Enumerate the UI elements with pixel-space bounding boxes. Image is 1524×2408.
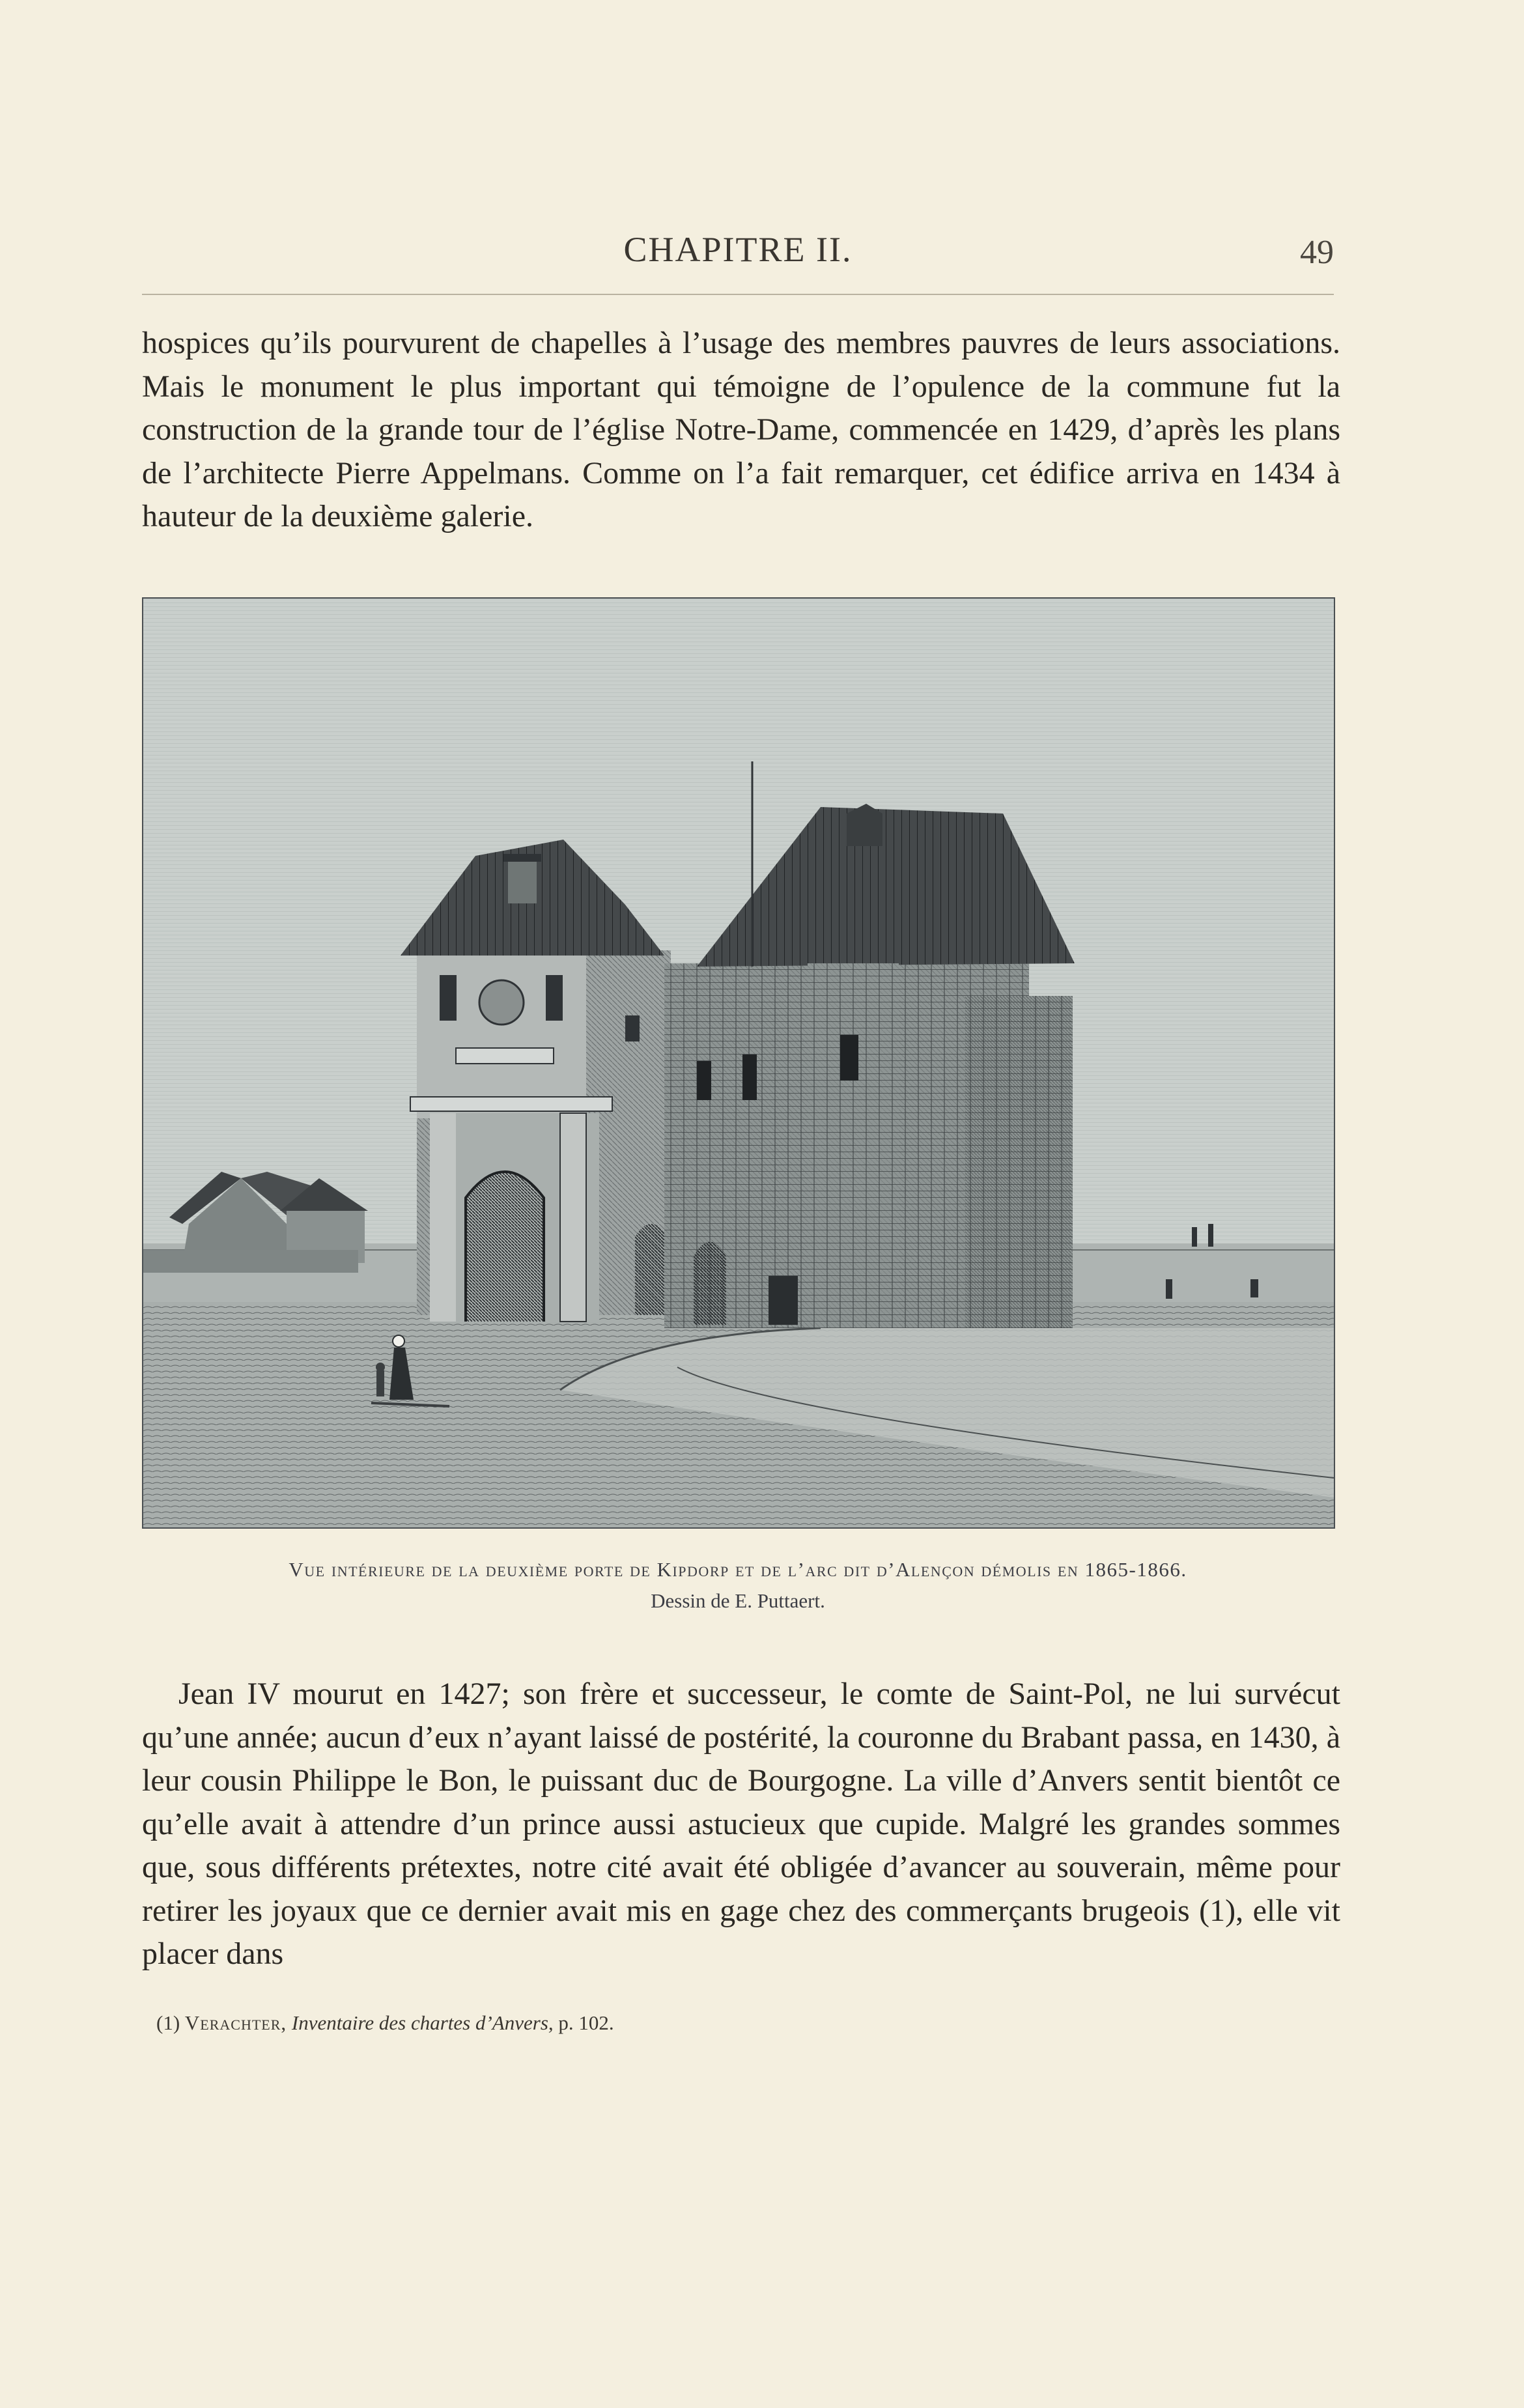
paragraph-2: Jean IV mourut en 1427; son frère et successeur, le comte de Saint-Pol, ne lui survécut qu’une année; aucun d’eux n’ayant laissé de postérité, la couronne du Brabant passa, en 1430, à leur cousin Philippe le Bon, le puissant duc de Bourgogne. La ville d’Anvers sentit bientôt ce qu’elle avait à attendre d’un prince aussi astucieux que cupide. Malgré les grandes sommes que, sous différents prétextes, notre cité avait été obligée d’avancer au souverain, même pour retirer les joyaux que ce dernier avait mis en gage chez des commerçants brugeois (1), elle vit placer dans: [142, 1677, 1340, 1971]
footnote-author: Verachter,: [184, 2011, 287, 2034]
header-rule: [142, 294, 1334, 295]
figure-caption: Vue intérieure de la deuxième porte de Kipdorp et de l’arc dit d’Alençon démolis en 1865-1866.: [289, 1558, 1187, 1581]
chapter-title: CHAPITRE II.: [623, 230, 853, 269]
footnote-page: p. 102.: [558, 2011, 614, 2034]
footnote: [156, 2011, 1329, 2035]
figure-credit: Dessin de E. Puttaert.: [651, 1589, 825, 1612]
kipdorp-gate-engraving: [143, 599, 1334, 1527]
footnote-marker: (1): [156, 2011, 180, 2034]
alencon-arch-building: [401, 840, 671, 1322]
footnote-title: Inventaire des chartes d’Anvers,: [291, 2011, 554, 2034]
paragraph-1: hospices qu’ils pourvurent de chapelles à l’usage des membres pauvres de leurs associations. Mais le monument le plus important qui témoigne de l’opulence de la commune fut la construction de la grande tour de l’église Notre-Dame, commencée en 1429, d’après les plans de l’architecte Pierre Appelmans. Comme on l’a fait remarquer, cet édifice arriva en 1434 à hauteur de la deuxième galerie.: [142, 326, 1340, 533]
engraving-illustration: [142, 597, 1335, 1529]
running-header: [142, 229, 1334, 281]
page-number: 49: [1300, 234, 1334, 271]
